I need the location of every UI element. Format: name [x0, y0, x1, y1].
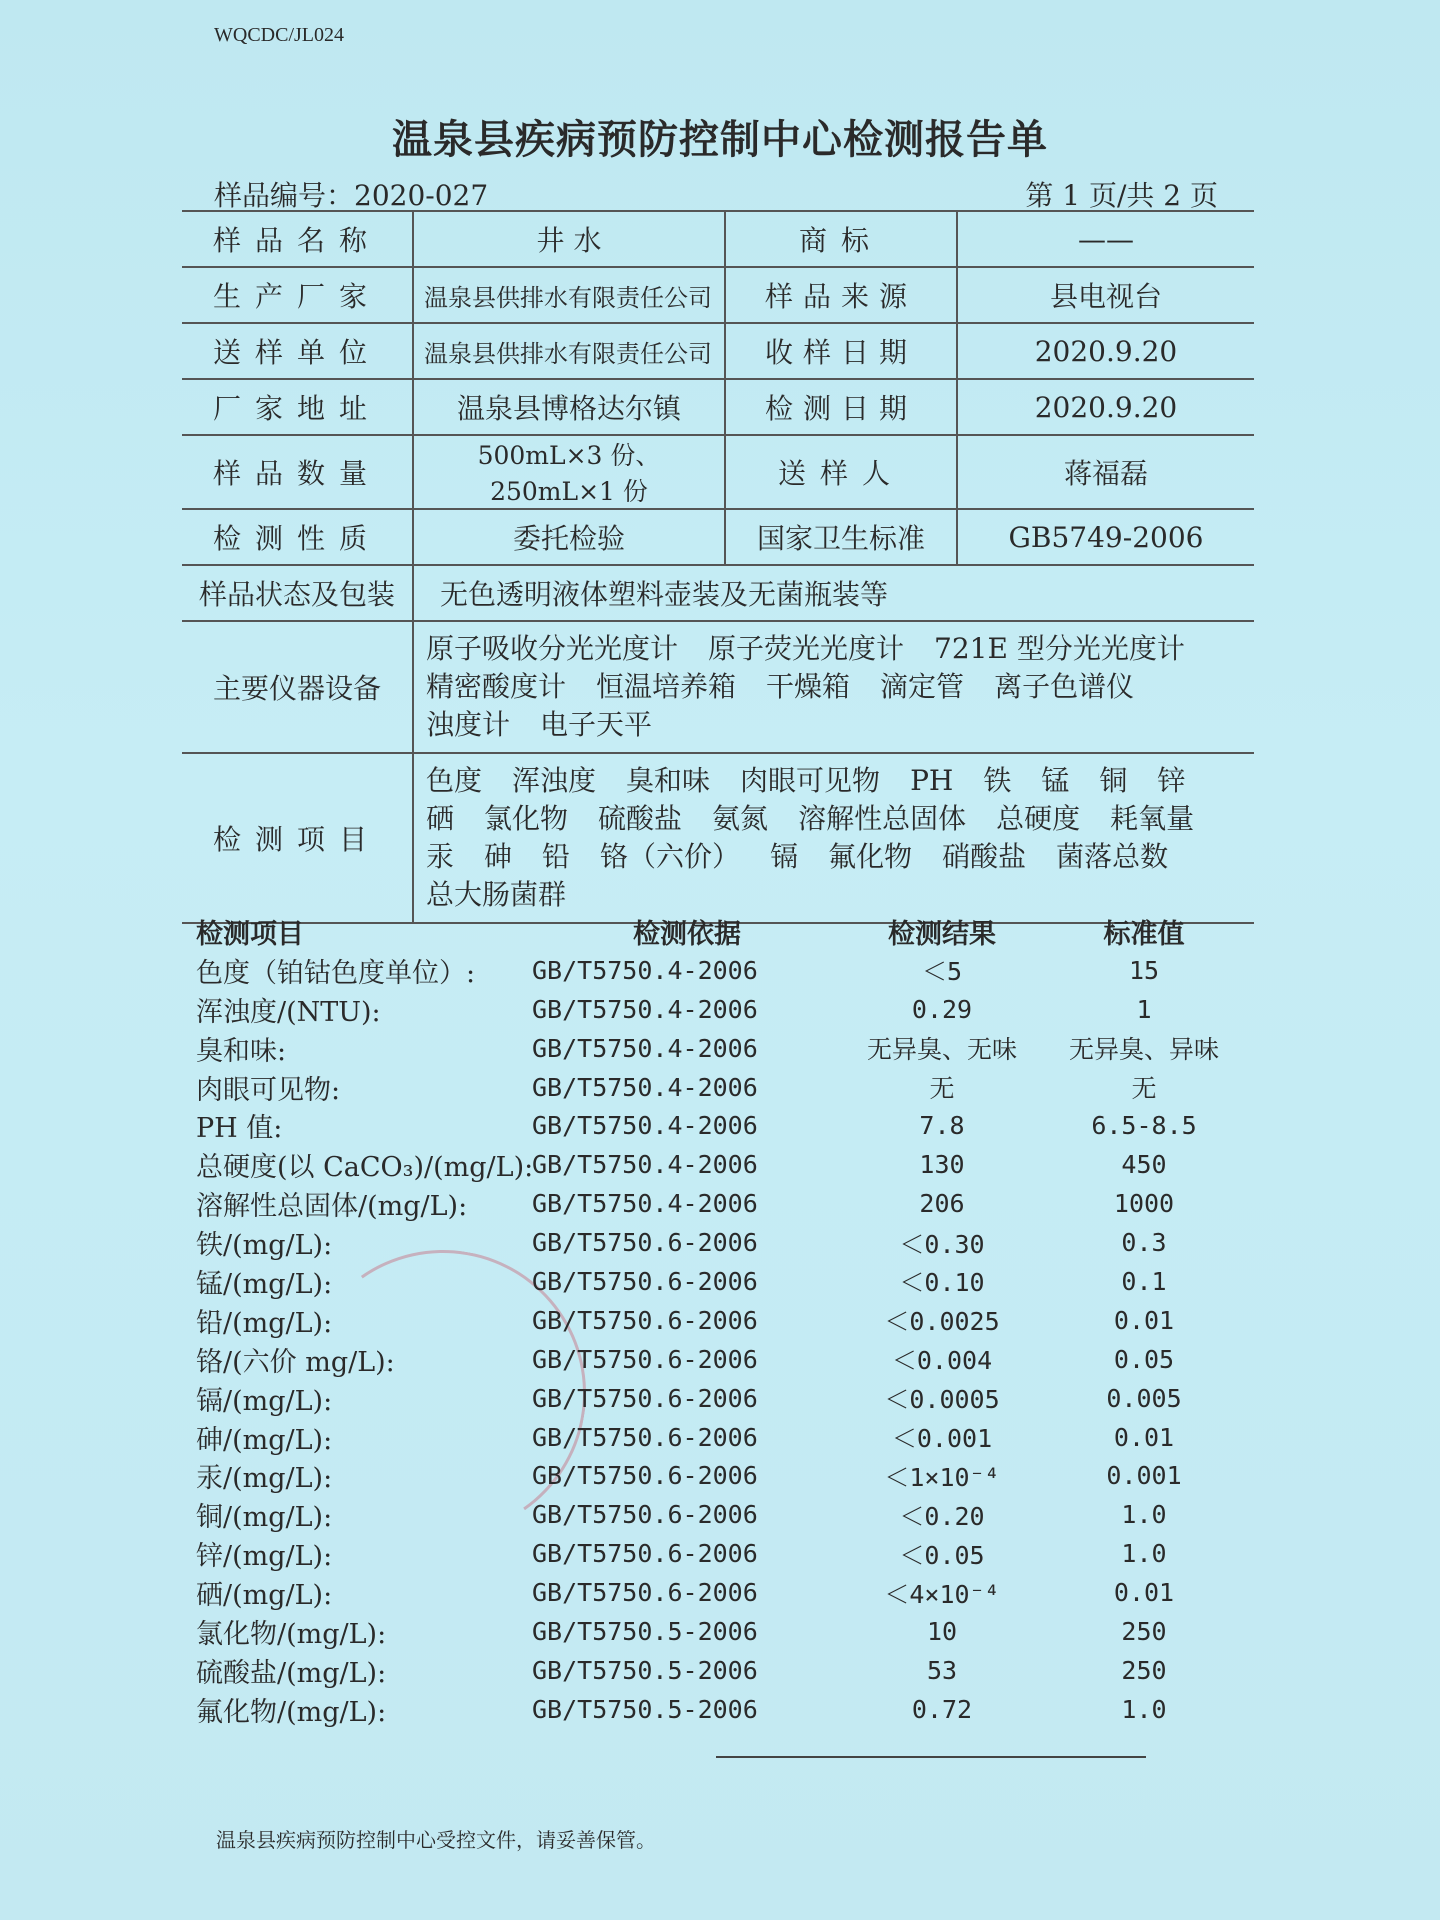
- label-sender: 送样人: [725, 435, 957, 509]
- test-item: 浑浊度: [512, 764, 597, 797]
- cell-standard-value: 6.5-8.5: [1091, 1111, 1197, 1141]
- cell-test-item: 溶解性总固体/(mg/L):: [196, 1191, 468, 1223]
- table-row: [196, 1612, 1246, 1651]
- table-row: [196, 1301, 1246, 1340]
- test-item: 铜: [1099, 764, 1128, 797]
- equipment-item: 离子色谱仪: [994, 670, 1135, 703]
- cell-test-item: 硒/(mg/L):: [196, 1580, 333, 1612]
- cell-test-result: 0.72: [911, 1694, 973, 1724]
- table-row: [182, 621, 1254, 753]
- test-item: 铅: [542, 840, 571, 873]
- cell-standard-value: 0.3: [1121, 1228, 1167, 1258]
- cell-test-basis: GB/T5750.4-2006: [532, 994, 758, 1024]
- cell-test-basis: GB/T5750.6-2006: [532, 1422, 758, 1452]
- equipment-item: 恒温培养箱: [596, 670, 737, 703]
- cell-test-item: 锌/(mg/L):: [196, 1541, 333, 1573]
- cell-test-basis: GB/T5750.6-2006: [532, 1305, 758, 1335]
- cell-test-basis: GB/T5750.6-2006: [532, 1344, 758, 1374]
- label-sample-name: 样品名称: [182, 211, 413, 267]
- test-item: 锰: [1041, 764, 1070, 797]
- value-factory-address: 温泉县博格达尔镇: [413, 379, 725, 435]
- value-test-type: 委托检验: [413, 509, 725, 565]
- label-receive-date: 收样日期: [725, 323, 957, 379]
- cell-test-result: 0.29: [911, 994, 973, 1024]
- test-item: 汞: [426, 840, 455, 873]
- equipment-item: 浊度计: [426, 708, 511, 741]
- cell-standard-value: 1.0: [1121, 1694, 1167, 1724]
- test-item: 锌: [1157, 764, 1186, 797]
- cell-test-item: 总硬度(以 CaCO₃)/(mg/L):: [196, 1152, 534, 1184]
- header-standard-value: 标准值: [1103, 918, 1185, 950]
- test-item: 肉眼可见物: [740, 764, 881, 797]
- test-item: 氯化物: [484, 802, 569, 835]
- cell-standard-value: 0.01: [1113, 1578, 1175, 1608]
- cell-test-basis: GB/T5750.6-2006: [532, 1500, 758, 1530]
- value-trademark: ——: [957, 211, 1254, 267]
- cell-test-basis: GB/T5750.5-2006: [532, 1655, 758, 1685]
- cell-standard-value: 0.1: [1121, 1266, 1167, 1296]
- value-manufacturer: 温泉县供排水有限责任公司: [413, 267, 725, 323]
- cell-test-basis: GB/T5750.4-2006: [532, 1072, 758, 1102]
- table-row: [196, 1418, 1246, 1457]
- table-row: [196, 1495, 1246, 1534]
- value-sender: 蒋福磊: [957, 435, 1254, 509]
- cell-standard-value: 0.001: [1106, 1461, 1182, 1491]
- test-item: 总硬度: [996, 802, 1081, 835]
- cell-test-result: 无: [929, 1074, 955, 1103]
- equipment-item: 滴定管: [880, 670, 965, 703]
- table-row: [182, 323, 1254, 379]
- results-table: [196, 912, 1246, 1729]
- cell-standard-value: 0.005: [1106, 1383, 1182, 1413]
- label-test-type: 检测性质: [182, 509, 413, 565]
- report-title: 温泉县疾病预防控制中心检测报告单: [392, 116, 1048, 163]
- header-test-basis: 检测依据: [633, 918, 741, 950]
- cell-test-basis: GB/T5750.6-2006: [532, 1228, 758, 1258]
- table-row: [182, 753, 1254, 923]
- test-item: 溶解性总固体: [798, 802, 967, 835]
- table-row: [182, 435, 1254, 509]
- cell-test-item: 氟化物/(mg/L):: [196, 1696, 387, 1728]
- results-body: [196, 951, 1246, 1729]
- cell-standard-value: 15: [1128, 955, 1160, 985]
- label-test-date: 检测日期: [725, 379, 957, 435]
- value-national-standard: GB5749-2006: [957, 509, 1254, 565]
- label-test-items: 检测项目: [182, 753, 413, 923]
- cell-test-basis: GB/T5750.6-2006: [532, 1578, 758, 1608]
- cell-standard-value: 1.0: [1121, 1500, 1167, 1530]
- test-item: 菌落总数: [1056, 840, 1169, 873]
- cell-test-item: 硫酸盐/(mg/L):: [196, 1657, 387, 1689]
- test-item: PH: [910, 764, 954, 797]
- cell-test-item: 铜/(mg/L):: [196, 1502, 333, 1534]
- header-test-result: 检测结果: [888, 918, 996, 950]
- equipment-item: 原子荧光光度计: [708, 632, 905, 665]
- label-sample-source: 样品来源: [725, 267, 957, 323]
- cell-test-basis: GB/T5750.4-2006: [532, 1189, 758, 1219]
- cell-standard-value: 1: [1136, 994, 1152, 1024]
- label-manufacturer: 生产厂家: [182, 267, 413, 323]
- table-row: [196, 1145, 1246, 1184]
- test-items-list: [413, 753, 1254, 923]
- cell-test-result: ＜0.30: [899, 1229, 985, 1259]
- value-sample-state: 无色透明液体塑料壶装及无菌瓶装等: [413, 565, 1254, 621]
- label-national-standard: 国家卫生标准: [725, 509, 957, 565]
- table-row: [196, 1184, 1246, 1223]
- cell-test-result: ＜0.20: [899, 1501, 985, 1531]
- cell-test-item: 锰/(mg/L):: [196, 1268, 333, 1300]
- test-item: 总大肠菌群: [426, 878, 567, 911]
- cell-test-basis: GB/T5750.5-2006: [532, 1694, 758, 1724]
- cell-standard-value: 无异臭、异味: [1068, 1035, 1219, 1065]
- footer-note: 温泉县疾病预防控制中心受控文件，请妥善保管。: [216, 1828, 656, 1852]
- results-header-row: [196, 912, 1246, 951]
- cell-test-item: 浑浊度/(NTU):: [196, 996, 381, 1028]
- cell-test-result: ＜1×10⁻⁴: [884, 1462, 1000, 1492]
- table-row: [182, 379, 1254, 435]
- cell-test-result: ＜0.0025: [884, 1307, 1000, 1337]
- test-item: 臭和味: [626, 764, 711, 797]
- table-row: [182, 211, 1254, 267]
- cell-test-basis: GB/T5750.4-2006: [532, 1150, 758, 1180]
- cell-test-result: ＜0.004: [891, 1346, 993, 1376]
- label-submitting-unit: 送样单位: [182, 323, 413, 379]
- test-item: 氟化物: [828, 840, 913, 873]
- test-item: 硫酸盐: [598, 802, 683, 835]
- cell-test-basis: GB/T5750.6-2006: [532, 1266, 758, 1296]
- table-row: [196, 1534, 1246, 1573]
- cell-test-item: 汞/(mg/L):: [196, 1463, 333, 1495]
- equipment-item: 精密酸度计: [426, 670, 567, 703]
- cell-test-item: 砷/(mg/L):: [196, 1424, 333, 1456]
- cell-test-item: 氯化物/(mg/L):: [196, 1618, 387, 1650]
- equipment-list: [413, 621, 1254, 753]
- label-factory-address: 厂家地址: [182, 379, 413, 435]
- table-row: [196, 1068, 1246, 1107]
- test-item: 硒: [426, 802, 455, 835]
- sample-number: 样品编号：2020-027: [214, 179, 489, 212]
- cell-test-result: ＜4×10⁻⁴: [884, 1579, 1000, 1609]
- cell-test-item: 镉/(mg/L):: [196, 1385, 333, 1417]
- label-sample-state: 样品状态及包装: [182, 565, 413, 621]
- cell-test-result: ＜0.0005: [884, 1385, 1000, 1415]
- table-row: [196, 951, 1246, 990]
- cell-test-result: 53: [926, 1655, 958, 1685]
- cell-test-basis: GB/T5750.6-2006: [532, 1461, 758, 1491]
- cell-test-basis: GB/T5750.6-2006: [532, 1539, 758, 1569]
- page-number: 第 1 页/共 2 页: [1025, 179, 1218, 212]
- table-row: [196, 1340, 1246, 1379]
- cell-test-item: 铅/(mg/L):: [196, 1307, 333, 1339]
- test-item: 镉: [770, 840, 799, 873]
- cell-test-result: 206: [919, 1189, 965, 1219]
- table-row: [182, 267, 1254, 323]
- table-row: [196, 1223, 1246, 1262]
- test-item: 耗氧量: [1110, 802, 1195, 835]
- cell-standard-value: 0.01: [1113, 1305, 1175, 1335]
- cell-standard-value: 无: [1131, 1074, 1157, 1103]
- equipment-item: 721E 型分光光度计: [934, 632, 1185, 665]
- value-test-date: 2020.9.20: [957, 379, 1254, 435]
- table-row: [182, 509, 1254, 565]
- test-item: 色度: [426, 764, 483, 797]
- cell-test-result: ＜0.10: [899, 1268, 985, 1298]
- test-item: 砷: [484, 840, 513, 873]
- cell-test-basis: GB/T5750.6-2006: [532, 1383, 758, 1413]
- cell-standard-value: 1.0: [1121, 1539, 1167, 1569]
- table-row: [196, 1573, 1246, 1612]
- table-row: [196, 1690, 1246, 1729]
- header-test-item: 检测项目: [196, 918, 304, 950]
- document-code: WQCDC/JL024: [214, 24, 344, 46]
- table-row: [196, 1456, 1246, 1495]
- equipment-item: 电子天平: [540, 708, 653, 741]
- table-row: [196, 990, 1246, 1029]
- cell-test-item: 臭和味:: [196, 1035, 287, 1067]
- value-sample-quantity: 500mL×3 份、250mL×1 份: [413, 435, 725, 509]
- equipment-item: 干燥箱: [766, 670, 851, 703]
- label-main-equipment: 主要仪器设备: [182, 621, 413, 753]
- cell-test-basis: GB/T5750.4-2006: [532, 1033, 758, 1063]
- test-item: 铁: [983, 764, 1012, 797]
- equipment-item: 原子吸收分光光度计: [426, 632, 679, 665]
- test-item: 铬（六价）: [600, 840, 741, 873]
- cell-test-result: ＜0.05: [899, 1540, 985, 1570]
- cell-test-item: PH 值:: [196, 1113, 283, 1145]
- cell-test-result: 130: [919, 1150, 965, 1180]
- cell-test-basis: GB/T5750.5-2006: [532, 1616, 758, 1646]
- cell-test-basis: GB/T5750.4-2006: [532, 1111, 758, 1141]
- table-row: [182, 565, 1254, 621]
- cell-test-result: 10: [926, 1616, 958, 1646]
- cell-standard-value: 250: [1121, 1655, 1167, 1685]
- table-row: [196, 1262, 1246, 1301]
- table-row: [196, 1379, 1246, 1418]
- cell-test-basis: GB/T5750.4-2006: [532, 955, 758, 985]
- cell-test-item: 铁/(mg/L):: [196, 1230, 333, 1262]
- cell-test-result: ＜0.001: [891, 1424, 993, 1454]
- cell-test-result: 7.8: [919, 1111, 965, 1141]
- test-item: 氨氮: [712, 802, 769, 835]
- cell-test-item: 铬/(六价 mg/L):: [196, 1346, 395, 1378]
- cell-test-result: 无异臭、无味: [866, 1035, 1017, 1065]
- cell-standard-value: 250: [1121, 1616, 1167, 1646]
- cell-test-item: 色度（铂钴色度单位）:: [196, 957, 476, 989]
- table-row: [196, 1106, 1246, 1145]
- table-row: [196, 1651, 1246, 1690]
- value-receive-date: 2020.9.20: [957, 323, 1254, 379]
- cell-test-item: 肉眼可见物:: [196, 1074, 341, 1106]
- cell-standard-value: 1000: [1113, 1189, 1175, 1219]
- label-sample-quantity: 样品数量: [182, 435, 413, 509]
- cell-test-result: ＜5: [921, 957, 963, 987]
- cell-standard-value: 0.05: [1113, 1344, 1175, 1374]
- test-item: 硝酸盐: [942, 840, 1027, 873]
- value-sample-source: 县电视台: [957, 267, 1254, 323]
- value-submitting-unit: 温泉县供排水有限责任公司: [413, 323, 725, 379]
- cell-standard-value: 450: [1121, 1150, 1167, 1180]
- cell-standard-value: 0.01: [1113, 1422, 1175, 1452]
- value-sample-name: 井 水: [413, 211, 725, 267]
- label-trademark: 商标: [725, 211, 957, 267]
- sample-info-table: [182, 210, 1254, 924]
- divider-line: [716, 1756, 1146, 1758]
- table-row: [196, 1029, 1246, 1068]
